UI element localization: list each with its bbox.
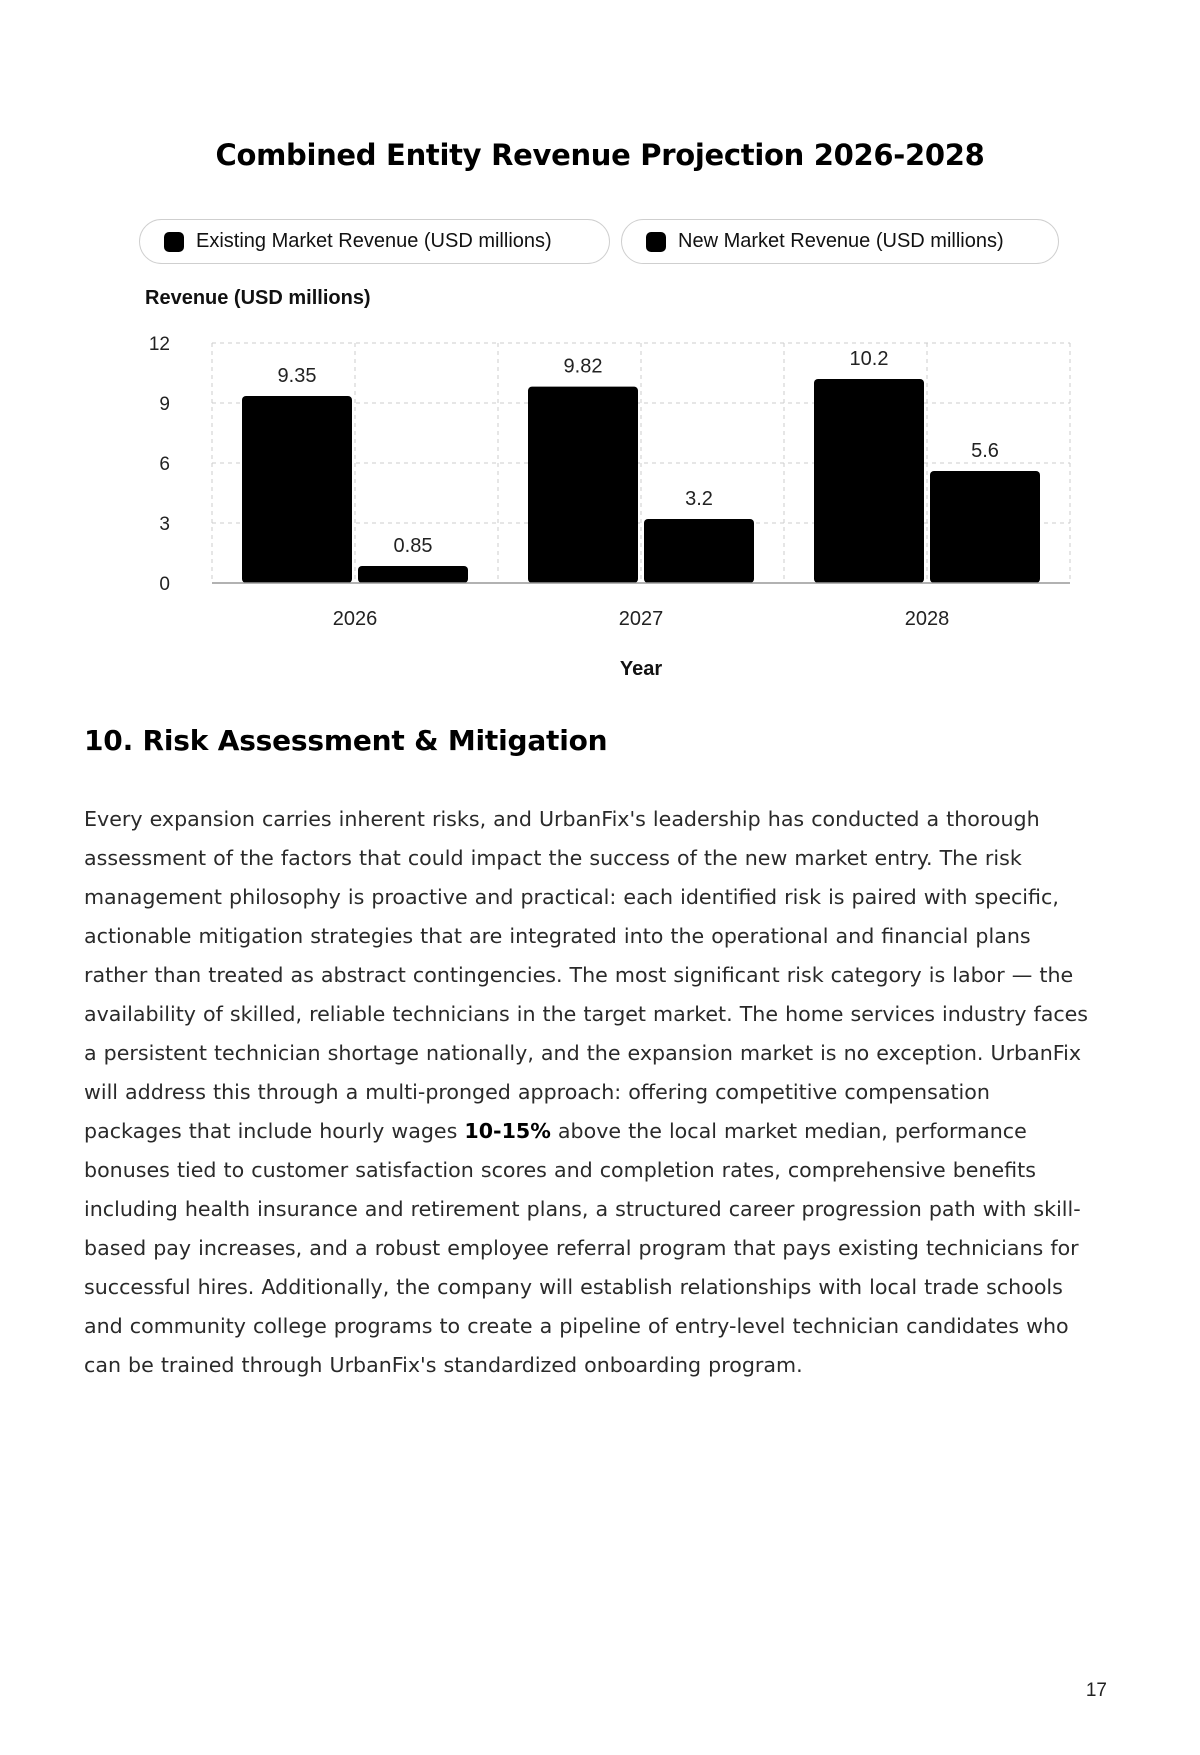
x-tick-label: 2027 <box>618 608 664 630</box>
bar-value-label: 9.82 <box>563 355 603 378</box>
legend-label: New Market Revenue (USD millions) <box>678 230 1004 252</box>
bar-value-label: 0.85 <box>393 535 433 557</box>
y-tick-label: 6 <box>159 454 170 475</box>
y-tick-label: 12 <box>148 334 170 355</box>
section-heading: 10. Risk Assessment & Mitigation <box>84 724 608 757</box>
body-text-part: Every expansion carries inherent risks, and UrbanFix's leadership has conducted a thorough assessment of the factors that could impact the success of the new market entry. The risk management philosophy is proactive and practical: each identified risk is paired with specific, actionable mitigation strategies that are integrated into the operational and financial plans rather than treated as abstract contingencies. The most significant risk category is labor — the availability of skilled, reliable technicians in the target market. The home services industry faces a persistent technician shortage nationally, and the expansion market is no exception. UrbanFix will address this through a multi-pronged approach: offering competitive compensation packages that include hourly wages <box>84 807 1089 1143</box>
bar <box>644 519 754 583</box>
bar-value-label: 5.6 <box>971 440 999 462</box>
bar <box>358 566 468 583</box>
x-tick-label: 2026 <box>332 608 378 630</box>
body-text-part: above the local market median, performance bonuses tied to customer satisfaction scores and completion rates, comprehensive benefits including health insurance and retirement plans, a structured career progression path with skill-based pay increases, and a robust employee referral program that pays existing technicians for successful hires. Additionally, the company will establish relationships with local trade schools and community college programs to create a pipeline of entry-level technician candidates who can be trained through UrbanFix's standardized onboarding program. <box>84 1119 1081 1377</box>
y-tick-label: 0 <box>159 574 170 595</box>
y-axis-title: Revenue (USD millions) <box>145 287 371 309</box>
bar-value-label: 9.35 <box>277 365 317 387</box>
bar <box>528 387 638 583</box>
bar-value-label: 10.2 <box>849 348 889 370</box>
legend-label: Existing Market Revenue (USD millions) <box>196 230 552 252</box>
body-text-bold: 10-15% <box>464 1119 551 1143</box>
chart-title: Combined Entity Revenue Projection 2026-2028 <box>215 138 985 172</box>
body-paragraph <box>84 800 1094 1385</box>
page-number: 17 <box>1085 1680 1107 1701</box>
bar <box>930 471 1040 583</box>
x-axis-title: Year <box>619 658 663 680</box>
bar <box>814 379 924 583</box>
bar-value-label: 3.2 <box>685 488 713 510</box>
y-tick-label: 3 <box>159 514 170 535</box>
bar <box>242 396 352 583</box>
bar-chart <box>0 0 1200 700</box>
x-tick-label: 2028 <box>904 608 950 630</box>
y-tick-label: 9 <box>159 394 170 415</box>
